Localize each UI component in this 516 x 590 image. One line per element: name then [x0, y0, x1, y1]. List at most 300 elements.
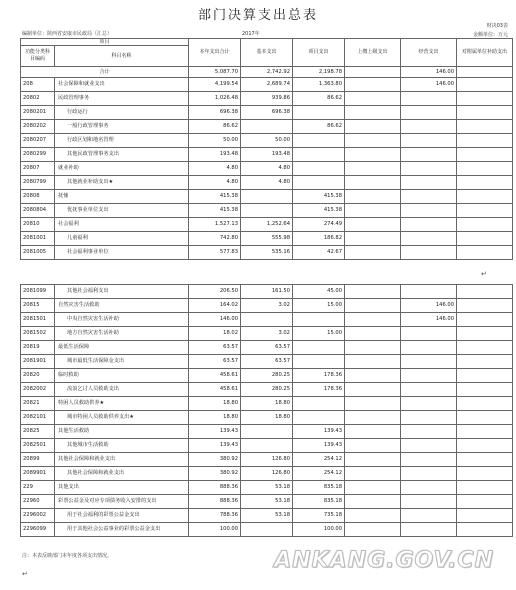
cell-total: 146.00: [189, 313, 241, 327]
table-row: [21, 355, 513, 369]
cell-operating: [401, 439, 457, 453]
table-row: [21, 190, 513, 204]
expense-table-top: [20, 38, 513, 260]
cell-operating: [401, 411, 457, 425]
table-row: [21, 134, 513, 148]
expense-table-bottom: [20, 284, 513, 537]
cell-total: 458.61: [189, 383, 241, 397]
cell-subsidy: [457, 299, 513, 313]
cell-total: 63.57: [189, 341, 241, 355]
cell-project: 735.18: [293, 509, 345, 523]
table-row: [21, 341, 513, 355]
cell-subsidy: [457, 481, 513, 495]
cell-subsidy: [457, 176, 513, 190]
cell-project: 15.00: [293, 299, 345, 313]
cell-upper: [345, 509, 401, 523]
cell-operating: [401, 232, 457, 246]
table-row: [21, 120, 513, 134]
cell-subsidy: [457, 355, 513, 369]
cell-operating: [401, 218, 457, 232]
cell-code: 2081501: [21, 313, 55, 327]
cell-upper: [345, 92, 401, 106]
cell-subsidy: [457, 467, 513, 481]
cell-project: [293, 355, 345, 369]
table-row: [21, 523, 513, 537]
total-project: 2,198.78: [293, 67, 345, 78]
cell-project: 86.62: [293, 120, 345, 134]
cell-name: 其他社会保障和就业支出: [55, 467, 189, 481]
cell-subsidy: [457, 369, 513, 383]
cell-subsidy: [457, 78, 513, 92]
cell-project: 139.43: [293, 439, 345, 453]
cell-basic: 18.80: [241, 397, 293, 411]
cell-operating: [401, 509, 457, 523]
cell-basic: 126.80: [241, 467, 293, 481]
cell-basic: 126.80: [241, 453, 293, 467]
cell-name: 行政区划和地名管理: [55, 134, 189, 148]
cell-name: 其他就业补助支出★: [55, 176, 189, 190]
cell-name: 城市最低生活保障金支出: [55, 355, 189, 369]
cell-code: 2080299: [21, 148, 55, 162]
cell-total: 63.57: [189, 355, 241, 369]
cell-upper: [345, 453, 401, 467]
cell-name: 抚恤: [55, 190, 189, 204]
cell-subsidy: [457, 383, 513, 397]
cell-project: 178.36: [293, 383, 345, 397]
cell-project: [293, 397, 345, 411]
cell-code: 2082101: [21, 411, 55, 425]
cell-name: 其他城市生活救助: [55, 439, 189, 453]
cell-total: 1,527.13: [189, 218, 241, 232]
cell-total: 139.43: [189, 439, 241, 453]
cell-basic: 535.16: [241, 246, 293, 260]
cell-total: 696.38: [189, 106, 241, 120]
cell-project: [293, 176, 345, 190]
cell-name: 社会福利事业单位: [55, 246, 189, 260]
cell-upper: [345, 397, 401, 411]
cell-basic: 18.80: [241, 411, 293, 425]
cell-subsidy: [457, 411, 513, 425]
table-row: [21, 218, 513, 232]
cell-upper: [345, 218, 401, 232]
table-row: [21, 148, 513, 162]
cell-upper: [345, 523, 401, 537]
cell-upper: [345, 383, 401, 397]
total-upper: [345, 67, 401, 78]
col-code: 功能分类科目编码: [21, 46, 55, 67]
cell-total: 139.43: [189, 425, 241, 439]
cell-name: 中央自然灾害生活补助: [55, 313, 189, 327]
cell-project: 254.12: [293, 453, 345, 467]
cell-code: 208: [21, 78, 55, 92]
cell-project: 100.00: [293, 523, 345, 537]
col-project: 项目支出: [293, 39, 345, 67]
table-row: [21, 369, 513, 383]
cell-operating: [401, 92, 457, 106]
cell-upper: [345, 495, 401, 509]
total-row: [21, 67, 513, 78]
col-subsidy: 对附属单位补助支出: [457, 39, 513, 67]
cell-name: 民政管理事务: [55, 92, 189, 106]
cell-operating: [401, 190, 457, 204]
cell-upper: [345, 285, 401, 299]
cell-upper: [345, 78, 401, 92]
cell-code: 20802: [21, 92, 55, 106]
cell-code: 2296099: [21, 523, 55, 537]
cell-subsidy: [457, 148, 513, 162]
cell-basic: 50.00: [241, 134, 293, 148]
table-row: [21, 425, 513, 439]
cell-operating: [401, 453, 457, 467]
cell-name: 彩票公益金及对应专项债务收入安排的支出: [55, 495, 189, 509]
cell-project: 42.67: [293, 246, 345, 260]
cell-operating: [401, 176, 457, 190]
cell-operating: [401, 285, 457, 299]
cell-basic: [241, 204, 293, 218]
cell-project: 415.38: [293, 190, 345, 204]
cell-basic: 3.02: [241, 327, 293, 341]
cell-operating: [401, 383, 457, 397]
cell-basic: 280.25: [241, 369, 293, 383]
cell-project: 15.00: [293, 327, 345, 341]
cell-subsidy: [457, 327, 513, 341]
cell-project: 835.18: [293, 495, 345, 509]
cell-total: 50.00: [189, 134, 241, 148]
currency-unit: 金额单位：万元: [472, 32, 508, 38]
cell-upper: [345, 190, 401, 204]
cell-total: 18.02: [189, 327, 241, 341]
cell-subsidy: [457, 162, 513, 176]
cell-code: 2080207: [21, 134, 55, 148]
cell-total: 577.83: [189, 246, 241, 260]
cell-name: 其他支出: [55, 481, 189, 495]
cell-basic: [241, 425, 293, 439]
cell-name: 其他民政管理事务支出: [55, 148, 189, 162]
cell-basic: 280.25: [241, 383, 293, 397]
table-row: [21, 106, 513, 120]
cell-code: 2089901: [21, 467, 55, 481]
cell-code: 2080804: [21, 204, 55, 218]
cell-subsidy: [457, 397, 513, 411]
cell-basic: 161.50: [241, 285, 293, 299]
cell-basic: 3.02: [241, 299, 293, 313]
cell-basic: 63.57: [241, 341, 293, 355]
cell-basic: [241, 523, 293, 537]
cell-operating: [401, 467, 457, 481]
cell-total: 164.02: [189, 299, 241, 313]
cell-name: 地方自然灾害生活补助: [55, 327, 189, 341]
cell-basic: 1,252.64: [241, 218, 293, 232]
cell-total: 18.80: [189, 411, 241, 425]
cell-operating: [401, 397, 457, 411]
cell-name: 特困人员救助供养★: [55, 397, 189, 411]
cell-name: 其他社会保障和就业支出: [55, 453, 189, 467]
cell-name: 优抚事业单位支出: [55, 204, 189, 218]
col-total: 本年支出合计: [189, 39, 241, 67]
cell-upper: [345, 232, 401, 246]
table-row: [21, 467, 513, 481]
cell-total: 4.80: [189, 162, 241, 176]
cell-project: [293, 162, 345, 176]
cell-name: 用于其他社会公益事业的彩票公益金支出: [55, 523, 189, 537]
cell-total: 788.36: [189, 509, 241, 523]
cell-total: 415.38: [189, 190, 241, 204]
cell-name: 行政运行: [55, 106, 189, 120]
cell-basic: 4.80: [241, 162, 293, 176]
cell-code: 20899: [21, 453, 55, 467]
cell-project: [293, 148, 345, 162]
cell-total: 458.61: [189, 369, 241, 383]
cell-upper: [345, 148, 401, 162]
table-row: [21, 92, 513, 106]
cell-project: 415.38: [293, 204, 345, 218]
year-label: 2017年: [242, 31, 260, 37]
cell-operating: [401, 355, 457, 369]
table-row: [21, 162, 513, 176]
cell-name: 流浪乞讨人员救助支出: [55, 383, 189, 397]
cell-code: 2296002: [21, 509, 55, 523]
cell-basic: [241, 313, 293, 327]
cell-code: 20825: [21, 425, 55, 439]
table-row: [21, 299, 513, 313]
cell-basic: 193.48: [241, 148, 293, 162]
cell-upper: [345, 341, 401, 355]
cell-upper: [345, 246, 401, 260]
table-row: [21, 176, 513, 190]
cell-total: 380.92: [189, 453, 241, 467]
table-row: [21, 327, 513, 341]
cell-upper: [345, 176, 401, 190]
cell-operating: [401, 162, 457, 176]
table-row: [21, 453, 513, 467]
cell-project: [293, 411, 345, 425]
cell-operating: [401, 134, 457, 148]
cell-name: 就业补助: [55, 162, 189, 176]
cell-code: 2081005: [21, 246, 55, 260]
cell-basic: 939.86: [241, 92, 293, 106]
cell-code: 229: [21, 481, 55, 495]
cell-subsidy: [457, 190, 513, 204]
cell-subsidy: [457, 285, 513, 299]
cell-total: 4.80: [189, 176, 241, 190]
cell-subsidy: [457, 509, 513, 523]
cell-code: 2080799: [21, 176, 55, 190]
cell-basic: 53.18: [241, 495, 293, 509]
cell-total: 742.80: [189, 232, 241, 246]
cell-subsidy: [457, 341, 513, 355]
cell-upper: [345, 481, 401, 495]
cell-total: 100.00: [189, 523, 241, 537]
cell-project: [293, 313, 345, 327]
table-row: [21, 78, 513, 92]
cell-upper: [345, 355, 401, 369]
table-row: [21, 509, 513, 523]
table-row: [21, 246, 513, 260]
cell-upper: [345, 134, 401, 148]
cell-upper: [345, 106, 401, 120]
cell-total: 86.62: [189, 120, 241, 134]
cell-basic: [241, 439, 293, 453]
col-upper: 上缴上级支出: [345, 39, 401, 67]
cell-total: 380.92: [189, 467, 241, 481]
cell-code: 20807: [21, 162, 55, 176]
cell-operating: [401, 341, 457, 355]
cell-project: 139.43: [293, 425, 345, 439]
cell-project: 835.18: [293, 481, 345, 495]
total-subsidy: [457, 67, 513, 78]
total-total: 5,087.70: [189, 67, 241, 78]
cell-operating: [401, 369, 457, 383]
cell-project: 1,363.80: [293, 78, 345, 92]
cell-operating: [401, 481, 457, 495]
cell-code: 2081099: [21, 285, 55, 299]
paragraph-mark-bottom: ↵: [22, 570, 28, 578]
unit-label: 编制单位：陕西省安康市民政局（汇总）: [22, 31, 113, 37]
cell-basic: 4.80: [241, 176, 293, 190]
cell-name: 社会保障和就业支出: [55, 78, 189, 92]
paragraph-mark: ↵: [481, 270, 487, 278]
cell-upper: [345, 313, 401, 327]
cell-operating: [401, 204, 457, 218]
table-row: [21, 383, 513, 397]
cell-operating: [401, 106, 457, 120]
cell-project: 178.36: [293, 369, 345, 383]
cell-code: 2081901: [21, 355, 55, 369]
table-row: [21, 204, 513, 218]
cell-subsidy: [457, 134, 513, 148]
cell-total: 193.48: [189, 148, 241, 162]
cell-subsidy: [457, 218, 513, 232]
cell-basic: 2,689.74: [241, 78, 293, 92]
cell-code: 2082501: [21, 439, 55, 453]
cell-name: 自然灾害生活救助: [55, 299, 189, 313]
cell-name: 用于社会福利的彩票公益金支出: [55, 509, 189, 523]
cell-code: 2081502: [21, 327, 55, 341]
cell-code: 20810: [21, 218, 55, 232]
cell-project: 45.00: [293, 285, 345, 299]
table-row: [21, 439, 513, 453]
cell-code: 22960: [21, 495, 55, 509]
cell-operating: [401, 246, 457, 260]
col-basic: 基本支出: [241, 39, 293, 67]
total-operating: 146.00: [401, 67, 457, 78]
cell-operating: 146.00: [401, 78, 457, 92]
project-header: 项目: [21, 39, 189, 46]
cell-project: [293, 134, 345, 148]
cell-total: 18.80: [189, 397, 241, 411]
cell-operating: 146.00: [401, 313, 457, 327]
cell-subsidy: [457, 204, 513, 218]
cell-basic: 696.38: [241, 106, 293, 120]
cell-subsidy: [457, 313, 513, 327]
total-label: 合计: [21, 67, 189, 78]
cell-upper: [345, 369, 401, 383]
cell-operating: 146.00: [401, 299, 457, 313]
cell-name: 城市特困人员救助供养支出★: [55, 411, 189, 425]
cell-total: 4,199.54: [189, 78, 241, 92]
cell-subsidy: [457, 495, 513, 509]
cell-operating: [401, 120, 457, 134]
table-row: [21, 313, 513, 327]
cell-upper: [345, 425, 401, 439]
cell-subsidy: [457, 106, 513, 120]
col-name: 科目名称: [55, 46, 189, 67]
cell-project: 86.62: [293, 92, 345, 106]
cell-basic: 53.18: [241, 481, 293, 495]
cell-code: 2080202: [21, 120, 55, 134]
cell-project: [293, 341, 345, 355]
cell-name: 一般行政管理事务: [55, 120, 189, 134]
footnote: 注：本表反映部门本年度各项支出情况。: [22, 553, 113, 559]
cell-upper: [345, 299, 401, 313]
cell-basic: 53.18: [241, 509, 293, 523]
cell-upper: [345, 467, 401, 481]
cell-name: 其他生活救助: [55, 425, 189, 439]
cell-total: 206.50: [189, 285, 241, 299]
cell-total: 888.36: [189, 481, 241, 495]
cell-subsidy: [457, 232, 513, 246]
cell-code: 2082002: [21, 383, 55, 397]
table-row: [21, 411, 513, 425]
cell-code: 20808: [21, 190, 55, 204]
cell-subsidy: [457, 439, 513, 453]
cell-project: [293, 106, 345, 120]
cell-code: 20815: [21, 299, 55, 313]
cell-operating: [401, 523, 457, 537]
cell-project: 186.82: [293, 232, 345, 246]
cell-subsidy: [457, 523, 513, 537]
cell-name: 社会福利: [55, 218, 189, 232]
cell-name: 最低生活保障: [55, 341, 189, 355]
cell-basic: [241, 190, 293, 204]
cell-name: 临时救助: [55, 369, 189, 383]
page-title: 部门决算支出总表: [197, 8, 318, 23]
col-operating: 经营支出: [401, 39, 457, 67]
table-row: [21, 285, 513, 299]
cell-upper: [345, 439, 401, 453]
cell-upper: [345, 162, 401, 176]
cell-name: 其他社会福利支出: [55, 285, 189, 299]
cell-operating: [401, 327, 457, 341]
cell-upper: [345, 327, 401, 341]
cell-operating: [401, 495, 457, 509]
cell-subsidy: [457, 92, 513, 106]
cell-basic: [241, 120, 293, 134]
table-row: [21, 481, 513, 495]
cell-project: 254.12: [293, 467, 345, 481]
cell-code: 2081001: [21, 232, 55, 246]
total-basic: 2,742.92: [241, 67, 293, 78]
cell-basic: 555.98: [241, 232, 293, 246]
cell-total: 415.38: [189, 204, 241, 218]
cell-code: 2080201: [21, 106, 55, 120]
cell-subsidy: [457, 453, 513, 467]
cell-code: 20821: [21, 397, 55, 411]
cell-upper: [345, 120, 401, 134]
cell-operating: [401, 425, 457, 439]
table-row: [21, 232, 513, 246]
cell-basic: 63.57: [241, 355, 293, 369]
cell-subsidy: [457, 425, 513, 439]
table-row: [21, 397, 513, 411]
cell-subsidy: [457, 246, 513, 260]
cell-subsidy: [457, 120, 513, 134]
cell-total: 888.36: [189, 495, 241, 509]
cell-code: 20820: [21, 369, 55, 383]
cell-upper: [345, 204, 401, 218]
cell-name: 儿童福利: [55, 232, 189, 246]
cell-total: 1,026.48: [189, 92, 241, 106]
